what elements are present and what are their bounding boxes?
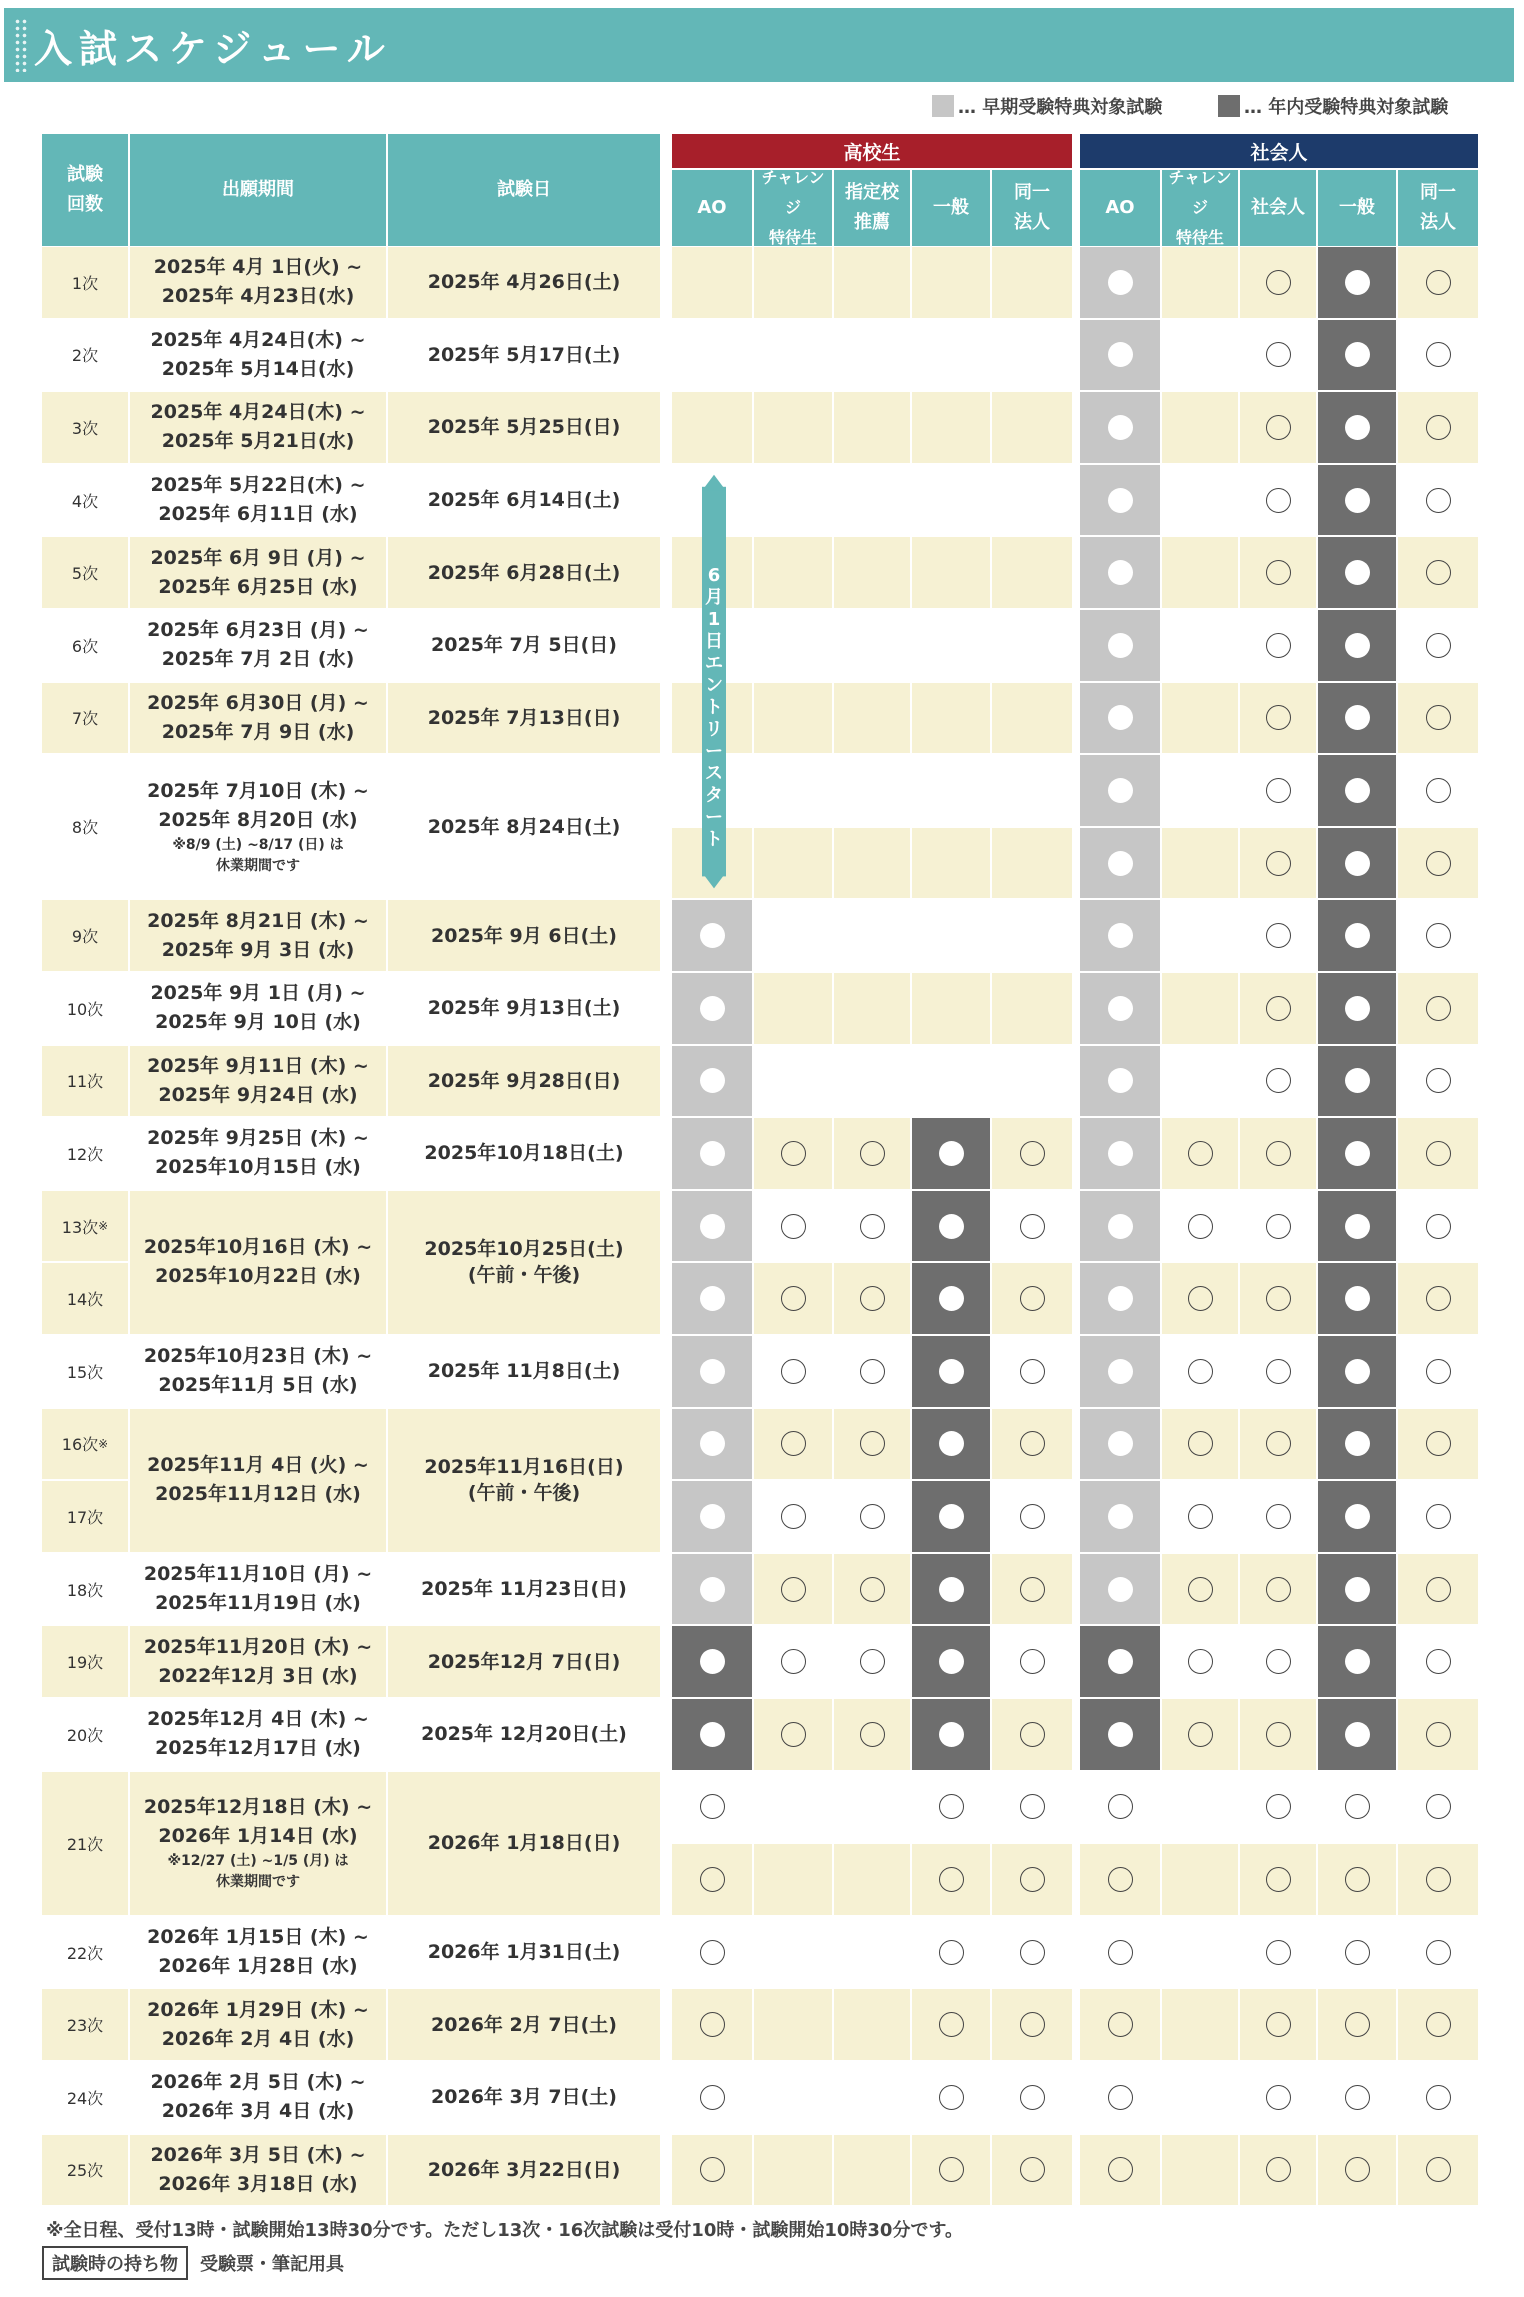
application-period-line: 2026年 2月 5日 (木) ~ <box>150 2071 366 2094</box>
application-period-line: 2025年 9月25日 (木) ~ <box>147 1127 369 1150</box>
application-period-line: 2025年11月19日 (水) <box>155 1592 361 1615</box>
exam-date-line: 2025年10月18日(土) <box>424 1142 624 1165</box>
round-label: 22次 <box>42 1917 128 1988</box>
round-label: 15次 <box>42 1336 128 1407</box>
exam-date-line: 2025年 9月 6日(土) <box>431 924 617 947</box>
application-period-line: 2025年 7月10日 (木) ~ <box>147 779 369 802</box>
application-period-line: 2025年 5月22日(木) ~ <box>150 474 366 497</box>
legend-within-year-label: … 年内受験特典対象試験 <box>1244 97 1449 118</box>
application-period-line: 2025年 7月 9日 (水) <box>161 720 355 743</box>
application-period-line: 2025年 8月21日 (木) ~ <box>147 909 369 932</box>
round-label: 24次 <box>42 2062 128 2133</box>
round-label: 2次 <box>42 320 128 391</box>
application-period-line: 2026年 3月18日 (水) <box>158 2172 358 2195</box>
round-label: 21次 <box>42 1772 128 1915</box>
application-period-line: 2025年11月12日 (水) <box>155 1483 361 1506</box>
entry-start-char: 6 <box>707 564 721 586</box>
application-period-line: 2025年10月23日 (木) ~ <box>143 1345 373 1368</box>
items-to-bring <box>42 2246 344 2280</box>
application-period-line: 2025年11月 4日 (火) ~ <box>147 1454 369 1477</box>
hs-col-header-line: 推薦 <box>854 212 890 233</box>
round-label: 12次 <box>42 1118 128 1189</box>
application-period-line: 2026年 1月29日 (木) ~ <box>147 1998 369 2021</box>
round-label: 17次 <box>42 1481 128 1552</box>
exam-date-line: 2025年10月25日(土) <box>424 1238 624 1261</box>
round-label: 7次 <box>42 683 128 754</box>
entry-start-char: ス <box>705 762 723 784</box>
closure-note-line: 休業期間です <box>215 1874 300 1891</box>
exam-date-line: 2026年 3月22日(日) <box>427 2158 621 2181</box>
adult-group-header: 社会人 <box>1080 134 1478 168</box>
header-exam-date: 試験日 <box>388 134 660 246</box>
application-period-line: 2022年12月 3日 (水) <box>158 1664 358 1687</box>
application-period-line: 2026年 2月 4日 (水) <box>161 2027 355 2050</box>
round-label: 1次 <box>42 247 128 318</box>
application-period-line: 2025年12月17日 (水) <box>155 1737 361 1760</box>
round-label: 4次 <box>42 465 128 536</box>
hs-group-header: 高校生 <box>672 134 1072 168</box>
round-note-mark: ※ <box>98 1219 109 1234</box>
hs-col-header-line: AO <box>697 197 727 218</box>
exam-date-line: 2025年 6月28日(土) <box>427 561 621 584</box>
application-period-line: 2025年10月16日 (木) ~ <box>143 1236 373 1259</box>
round-label: 3次 <box>42 392 128 463</box>
items-to-bring-label: 試験時の持ち物 <box>42 2246 188 2280</box>
legend-early-label: … 早期受験特典対象試験 <box>958 97 1163 118</box>
exam-date-line: 2025年 11月23日(日) <box>421 1578 627 1601</box>
entry-start-char: リ <box>705 718 723 740</box>
entry-start-char: ト <box>705 828 723 850</box>
exam-date-line: 2026年 2月 7日(土) <box>431 2013 617 2036</box>
exam-date-line: 2025年 8月24日(土) <box>427 815 621 838</box>
application-period-line: 2025年 6月 9日 (月) ~ <box>150 546 366 569</box>
round-label: 13次 ※ <box>42 1191 128 1262</box>
application-period-line: 2025年10月22日 (水) <box>155 1265 361 1288</box>
round-label: 6次 <box>42 610 128 681</box>
page-title: 入試スケジュール <box>34 27 392 71</box>
exam-date-line: 2025年 12月20日(土) <box>421 1723 627 1746</box>
hs-col-header-line: 同一 <box>1014 182 1050 203</box>
round-label: 23次 <box>42 1989 128 2060</box>
entry-start-char: タ <box>705 784 723 806</box>
arrow-down-head <box>702 872 726 888</box>
adult-col-header-line: 社会人 <box>1251 197 1305 218</box>
application-period-line: 2025年 9月 3日 (水) <box>161 938 355 961</box>
application-period-line: 2026年 1月28日 (水) <box>158 1955 358 1978</box>
application-period-line: 2025年 9月24日 (水) <box>158 1083 358 1106</box>
exam-date-line: 2025年12月 7日(日) <box>427 1650 621 1673</box>
exam-date-line: 2025年 9月28日(日) <box>427 1069 621 1092</box>
application-period-line: 2026年 3月 5日 (木) ~ <box>150 2143 366 2166</box>
application-period-line: 2025年12月18日 (木) ~ <box>143 1796 373 1819</box>
round-note-mark: ※ <box>98 1436 109 1451</box>
adult-col-header-line: 一般 <box>1339 197 1375 218</box>
exam-date-line: (午前・午後) <box>467 1482 581 1505</box>
closure-note-line: 休業期間です <box>216 857 300 874</box>
closure-note-line: ※12/27 (土) ~1/5 (月) は <box>167 1853 349 1870</box>
entry-start-char: ト <box>705 696 723 718</box>
exam-date-line: 2025年 4月26日(土) <box>427 271 621 294</box>
application-period-line: 2025年12月 4日 (木) ~ <box>147 1708 369 1731</box>
application-period-line: 2025年 6月25日 (水) <box>158 575 358 598</box>
exam-date-line: 2025年 6月14日(土) <box>427 489 621 512</box>
application-period-line: 2025年11月10日 (月) ~ <box>143 1563 373 1586</box>
application-period-line: 2025年 4月 1日(火) ~ <box>153 256 363 279</box>
exam-date-line: 2025年 7月13日(日) <box>427 706 621 729</box>
hs-col-header-line: 指定校 <box>845 182 899 203</box>
closure-note-line: ※8/9 (土) ~8/17 (日) は <box>172 836 344 853</box>
round-label: 20次 <box>42 1699 128 1770</box>
application-period-line: 2025年10月15日 (水) <box>155 1156 361 1179</box>
arrow-up-head <box>702 475 726 491</box>
exam-date-line: 2025年 11月8日(土) <box>427 1360 621 1383</box>
entry-start-char: 日 <box>705 630 723 652</box>
round-label: 19次 <box>42 1626 128 1697</box>
application-period-line: 2025年 9月11日 (木) ~ <box>147 1054 369 1077</box>
exam-date-line: 2026年 1月31日(土) <box>427 1941 621 1964</box>
round-label: 25次 <box>42 2135 128 2206</box>
application-period-line: 2025年 8月20日 (水) <box>158 808 358 831</box>
application-period-line: 2025年 5月14日(水) <box>161 357 355 380</box>
entry-start-char: 月 <box>705 586 723 608</box>
application-period-line: 2025年11月 5日 (水) <box>158 1374 358 1397</box>
hs-col-header-line: 法人 <box>1014 212 1050 233</box>
application-period-line: 2025年 4月24日(木) ~ <box>150 401 366 424</box>
application-period-line: 2025年 4月24日(木) ~ <box>150 328 366 351</box>
header-round-line: 試験 <box>67 164 103 185</box>
round-label: 9次 <box>42 900 128 971</box>
round-label: 14次 <box>42 1263 128 1334</box>
application-period-line: 2025年 6月23日 (月) ~ <box>147 619 369 642</box>
round-label: 16次 ※ <box>42 1409 128 1480</box>
exam-date-line: 2025年 7月 5日(日) <box>431 634 617 657</box>
footnote: ※全日程、受付13時・試験開始13時30分です。ただし13次・16次試験は受付10時・試験開始10時30分です。 <box>46 2220 964 2241</box>
round-label: 8次 <box>42 755 128 898</box>
adult-col-header-line: AO <box>1105 197 1135 218</box>
application-period-line: 2025年 6月30日 (月) ~ <box>147 691 369 714</box>
exam-date-line: 2025年 9月13日(土) <box>427 997 621 1020</box>
exam-date-line: 2026年 1月18日(日) <box>427 1832 621 1855</box>
entry-start-char: ン <box>705 674 723 696</box>
application-period-line: 2025年11月20日 (木) ~ <box>143 1635 373 1658</box>
entry-start-label <box>702 565 726 851</box>
round-label: 11次 <box>42 1046 128 1117</box>
application-period-line: 2026年 1月15日 (木) ~ <box>147 1926 369 1949</box>
adult-col-header-line: 法人 <box>1420 212 1456 233</box>
entry-start-char: ー <box>705 806 723 828</box>
exam-date-line: 2025年11月16日(日) <box>424 1456 624 1479</box>
application-period-line: 2025年 6月11日 (水) <box>158 503 358 526</box>
round-label: 10次 <box>42 973 128 1044</box>
application-period-line: 2026年 3月 4日 (水) <box>161 2100 355 2123</box>
adult-col-header-line: 同一 <box>1420 182 1456 203</box>
exam-date-line: 2026年 3月 7日(土) <box>431 2086 617 2109</box>
application-period-line: 2025年 9月 1日 (月) ~ <box>150 982 366 1005</box>
round-label: 5次 <box>42 537 128 608</box>
entry-start-char: エ <box>705 652 723 674</box>
exam-date-line: 2025年 5月25日(日) <box>427 416 621 439</box>
header-period: 出願期間 <box>130 134 386 246</box>
items-to-bring-value: 受験票・筆記用具 <box>200 2254 344 2275</box>
header-round-line: 回数 <box>67 194 103 215</box>
application-period-line: 2026年 1月14日 (水) <box>158 1825 358 1848</box>
entry-start-char: 1 <box>707 608 721 630</box>
hs-col-header-line: 一般 <box>933 197 969 218</box>
application-period-line: 2025年 7月 2日 (水) <box>161 648 355 671</box>
adult-col-header-line: 特待生 <box>1175 228 1224 247</box>
adult-col-header-line: チャレンジ <box>1168 168 1232 217</box>
hs-col-header-line: チャレンジ <box>761 168 825 217</box>
entry-start-char: ー <box>705 740 723 762</box>
exam-date-line: 2025年 5月17日(土) <box>427 343 621 366</box>
application-period-line: 2025年 9月 10日 (水) <box>155 1011 361 1034</box>
application-period-line: 2025年 5月21日(水) <box>161 430 355 453</box>
exam-date-line: (午前・午後) <box>467 1264 581 1287</box>
round-label: 18次 <box>42 1554 128 1625</box>
application-period-line: 2025年 4月23日(水) <box>161 285 355 308</box>
hs-col-header-line: 特待生 <box>768 228 817 247</box>
